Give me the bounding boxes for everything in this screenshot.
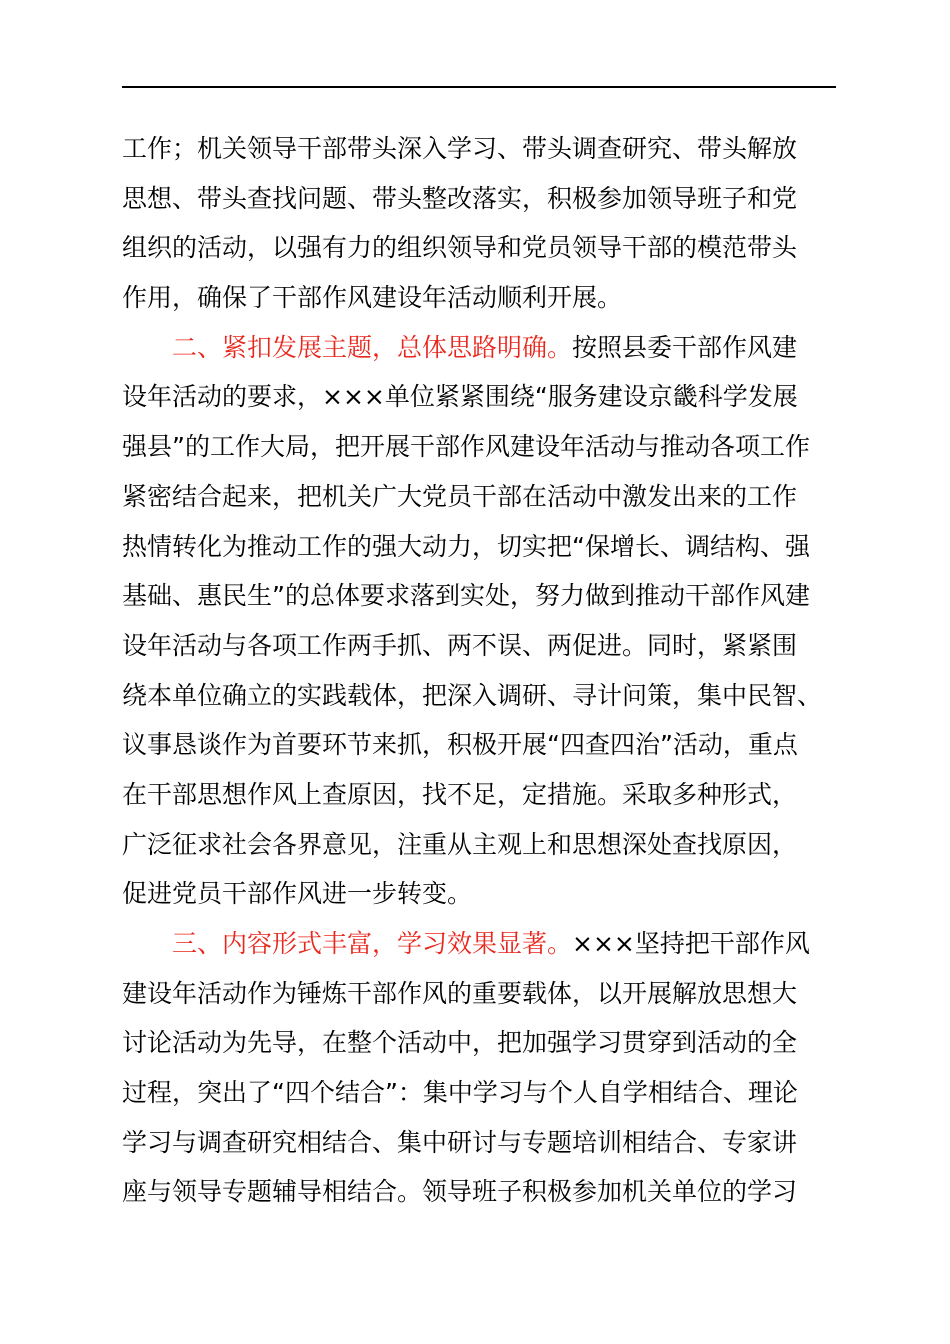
section-3-heading: 三、内容形式丰富，学习效果显著。 — [172, 929, 573, 958]
text-line: 建设年活动作为锤炼干部作风的重要载体，以开展解放思想大 — [122, 978, 798, 1008]
text-line: 设年活动的要求，×××单位紧紧围绕“服务建设京畿科学发展 — [122, 382, 798, 412]
text-line: 座与领导专题辅导相结合。领导班子积极参加机关单位的学习 — [122, 1177, 798, 1207]
text-line: 热情转化为推动工作的强大动力，切实把“保增长、调结构、强 — [122, 531, 810, 561]
text-line: 讨论活动为先导，在整个活动中，把加强学习贯穿到活动的全 — [122, 1028, 798, 1058]
text-line: 议事恳谈作为首要环节来抓，积极开展“四查四治”活动，重点 — [122, 730, 798, 760]
text-line: 组织的活动，以强有力的组织领导和党员领导干部的模范带头 — [122, 233, 798, 263]
section-3-first-line — [122, 919, 838, 969]
text-line: 强县”的工作大局，把开展干部作风建设年活动与推动各项工作 — [122, 432, 810, 462]
section-3 — [122, 919, 838, 1217]
text-line: 工作；机关领导干部带头深入学习、带头调查研究、带头解放 — [122, 134, 798, 163]
text-line: 作用，确保了干部作风建设年活动顺利开展。 — [122, 283, 623, 313]
section-2-first-line-text: 按照县委干部作风建 — [572, 332, 798, 362]
section-3-first-line-text: ×××坚持把干部作风 — [572, 929, 810, 958]
paragraph-1 — [122, 124, 838, 323]
text-line: 绕本单位确立的实践载体，把深入调研、寻计问策，集中民智、 — [122, 680, 823, 710]
section-2-first-line — [122, 323, 838, 373]
header-rule — [122, 86, 836, 88]
section-2-heading: 二、紧扣发展主题，总体思路明确。 — [172, 332, 573, 362]
text-line: 学习与调查研究相结合、集中研讨与专题培训相结合、专家讲 — [122, 1127, 798, 1157]
text-line: 思想、带头查找问题、带头整改落实，积极参加领导班子和党 — [122, 183, 798, 213]
text-line: 基础、惠民生”的总体要求落到实处，努力做到推动干部作风建 — [122, 581, 810, 611]
text-line: 过程，突出了“四个结合”：集中学习与个人自学相结合、理论 — [122, 1078, 798, 1108]
document-body — [122, 124, 838, 1217]
text-line: 促进党员干部作风进一步转变。 — [122, 879, 473, 909]
text-line: 紧密结合起来，把机关广大党员干部在活动中激发出来的工作 — [122, 481, 798, 511]
text-line: 设年活动与各项工作两手抓、两不误、两促进。同时，紧紧围 — [122, 630, 798, 660]
text-line: 广泛征求社会各界意见，注重从主观上和思想深处查找原因， — [122, 829, 798, 859]
section-2 — [122, 323, 838, 919]
text-line: 在干部思想作风上查原因，找不足，定措施。采取多种形式， — [122, 779, 798, 809]
